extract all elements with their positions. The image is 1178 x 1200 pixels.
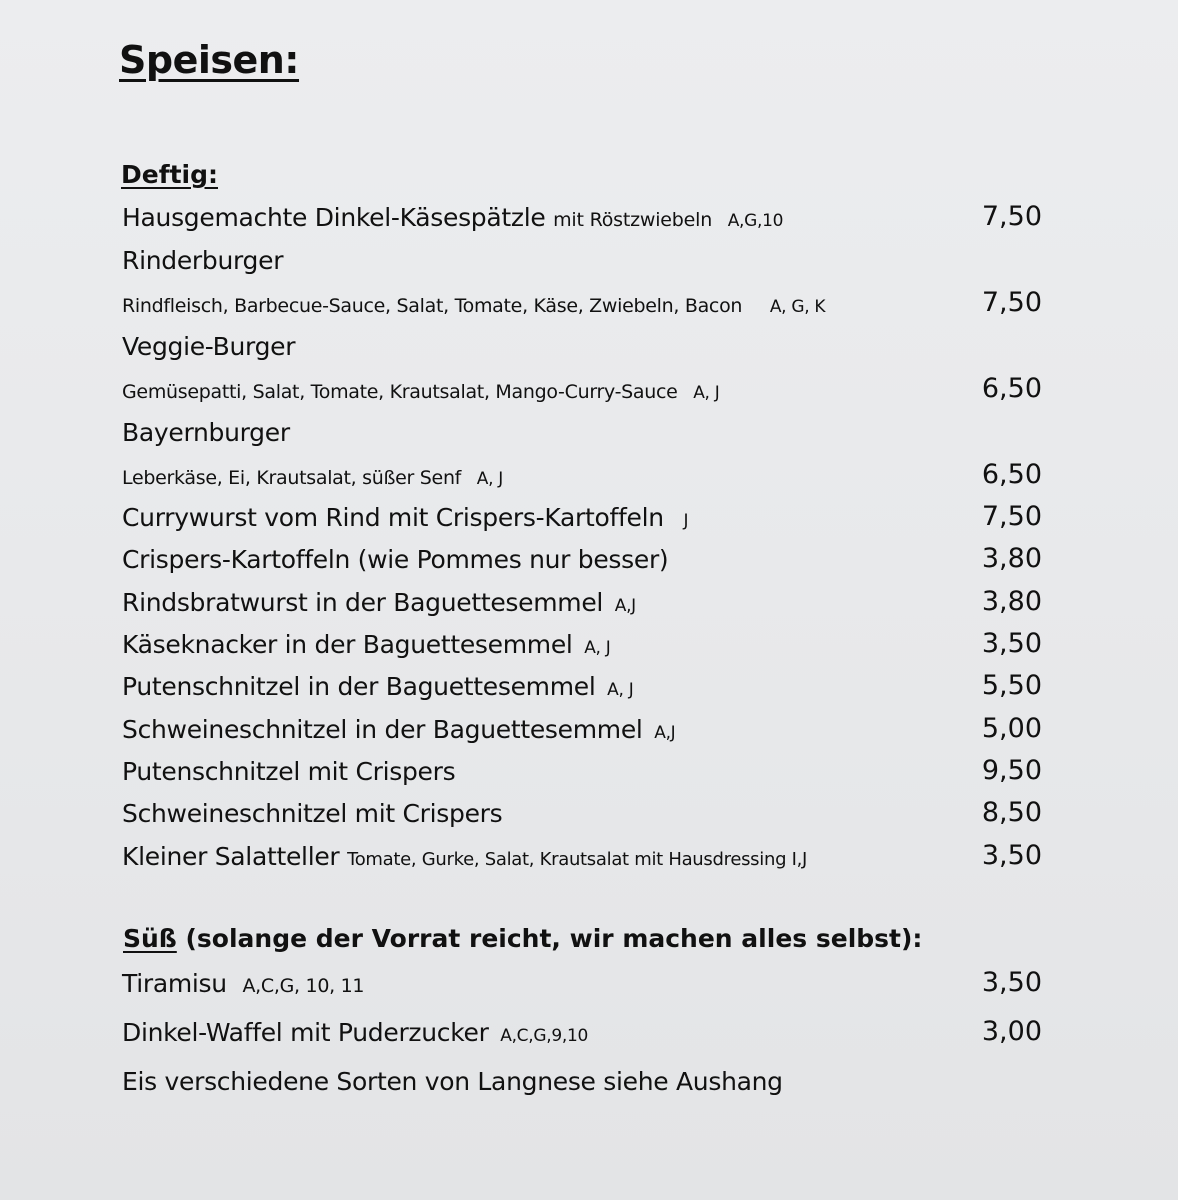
menu-item-detail <box>0 284 1178 324</box>
item-description: Rindfleisch, Barbecue-Sauce, Salat, Tomate, Käse, Zwiebeln, Bacon <box>122 295 743 317</box>
menu-item <box>0 1013 1178 1053</box>
menu-item <box>0 1062 1178 1102</box>
menu-item <box>0 540 1178 580</box>
item-allergens: A, G, K <box>769 297 826 317</box>
menu-item <box>0 413 1178 453</box>
item-description: Leberkäse, Ei, Krautsalat, süßer Senf <box>122 467 462 489</box>
menu-item-detail <box>0 370 1178 410</box>
item-price: 3,50 <box>981 628 1042 659</box>
item-name: Käseknacker in der Baguettesemmel <box>122 630 573 659</box>
item-name: Rinderburger <box>122 246 284 275</box>
item-price: 3,50 <box>981 967 1042 998</box>
menu-item <box>0 625 1178 665</box>
item-price: 5,50 <box>981 670 1042 701</box>
item-price: 7,50 <box>981 201 1042 232</box>
item-allergens: A, J <box>476 469 503 489</box>
item-price: 3,80 <box>981 543 1042 574</box>
menu-item <box>0 710 1178 750</box>
item-price: 3,50 <box>981 840 1042 871</box>
item-allergens: A, J <box>693 383 720 403</box>
item-allergens: J <box>683 511 689 531</box>
item-name: Currywurst vom Rind mit Crispers-Kartoffeln <box>122 503 664 532</box>
menu-item <box>0 241 1178 281</box>
item-name: Bayernburger <box>122 418 290 447</box>
item-name: Rindsbratwurst in der Baguettesemmel <box>122 588 604 617</box>
item-allergens: A,J <box>654 723 676 743</box>
menu-item <box>0 752 1178 792</box>
item-name: Hausgemachte Dinkel-Käsespätzle <box>122 203 546 232</box>
item-extra: mit Röstzwiebeln <box>553 209 713 231</box>
item-price: 6,50 <box>981 459 1042 490</box>
item-price: 3,00 <box>981 1016 1042 1047</box>
item-name: Kleiner Salatteller <box>122 842 340 871</box>
section-heading-deftig <box>121 160 218 189</box>
item-name: Veggie-Burger <box>122 332 296 361</box>
menu-item <box>0 794 1178 834</box>
menu-item <box>0 964 1178 1004</box>
menu-item <box>0 498 1178 538</box>
item-allergens: A,G,10 <box>727 211 784 231</box>
item-price: 3,80 <box>981 586 1042 617</box>
item-price: 6,50 <box>981 373 1042 404</box>
item-description: Gemüsepatti, Salat, Tomate, Krautsalat, Mango-Curry-Sauce <box>122 381 678 403</box>
item-price: 5,00 <box>981 713 1042 744</box>
section-heading-deftig-text: Deftig: <box>121 160 218 189</box>
section-heading-suess-underlined: Süß <box>123 924 177 953</box>
item-price: 7,50 <box>981 287 1042 318</box>
section-heading-suess <box>123 924 922 953</box>
item-name: Schweineschnitzel in der Baguettesemmel <box>122 715 643 744</box>
menu-item <box>0 667 1178 707</box>
item-name: Dinkel-Waffel mit Puderzucker <box>122 1018 489 1047</box>
item-price: 7,50 <box>981 501 1042 532</box>
item-price: 8,50 <box>981 797 1042 828</box>
page-title: Speisen: <box>119 38 300 82</box>
menu-item-detail <box>0 456 1178 496</box>
item-name: Putenschnitzel mit Crispers <box>122 757 456 786</box>
item-name: Schweineschnitzel mit Crispers <box>122 799 503 828</box>
menu-item <box>0 837 1178 877</box>
item-allergens: A, J <box>584 638 611 658</box>
menu-item <box>0 583 1178 623</box>
menu-item <box>0 198 1178 238</box>
item-name: Eis verschiedene Sorten von Langnese siehe Aushang <box>122 1067 783 1096</box>
section-heading-suess-rest: (solange der Vorrat reicht, wir machen alles selbst): <box>176 924 923 953</box>
item-price: 9,50 <box>981 755 1042 786</box>
item-extra: Tomate, Gurke, Salat, Krautsalat mit Hausdressing I,J <box>347 849 808 870</box>
item-name: Putenschnitzel in der Baguettesemmel <box>122 672 596 701</box>
item-allergens: A,C,G, 10, 11 <box>242 975 365 997</box>
item-name: Crispers-Kartoffeln (wie Pommes nur besser) <box>122 545 669 574</box>
menu-item <box>0 327 1178 367</box>
item-allergens: A,J <box>614 596 636 616</box>
item-name: Tiramisu <box>122 969 227 998</box>
item-allergens: A, J <box>607 680 634 700</box>
item-allergens: A,C,G,9,10 <box>500 1026 588 1046</box>
